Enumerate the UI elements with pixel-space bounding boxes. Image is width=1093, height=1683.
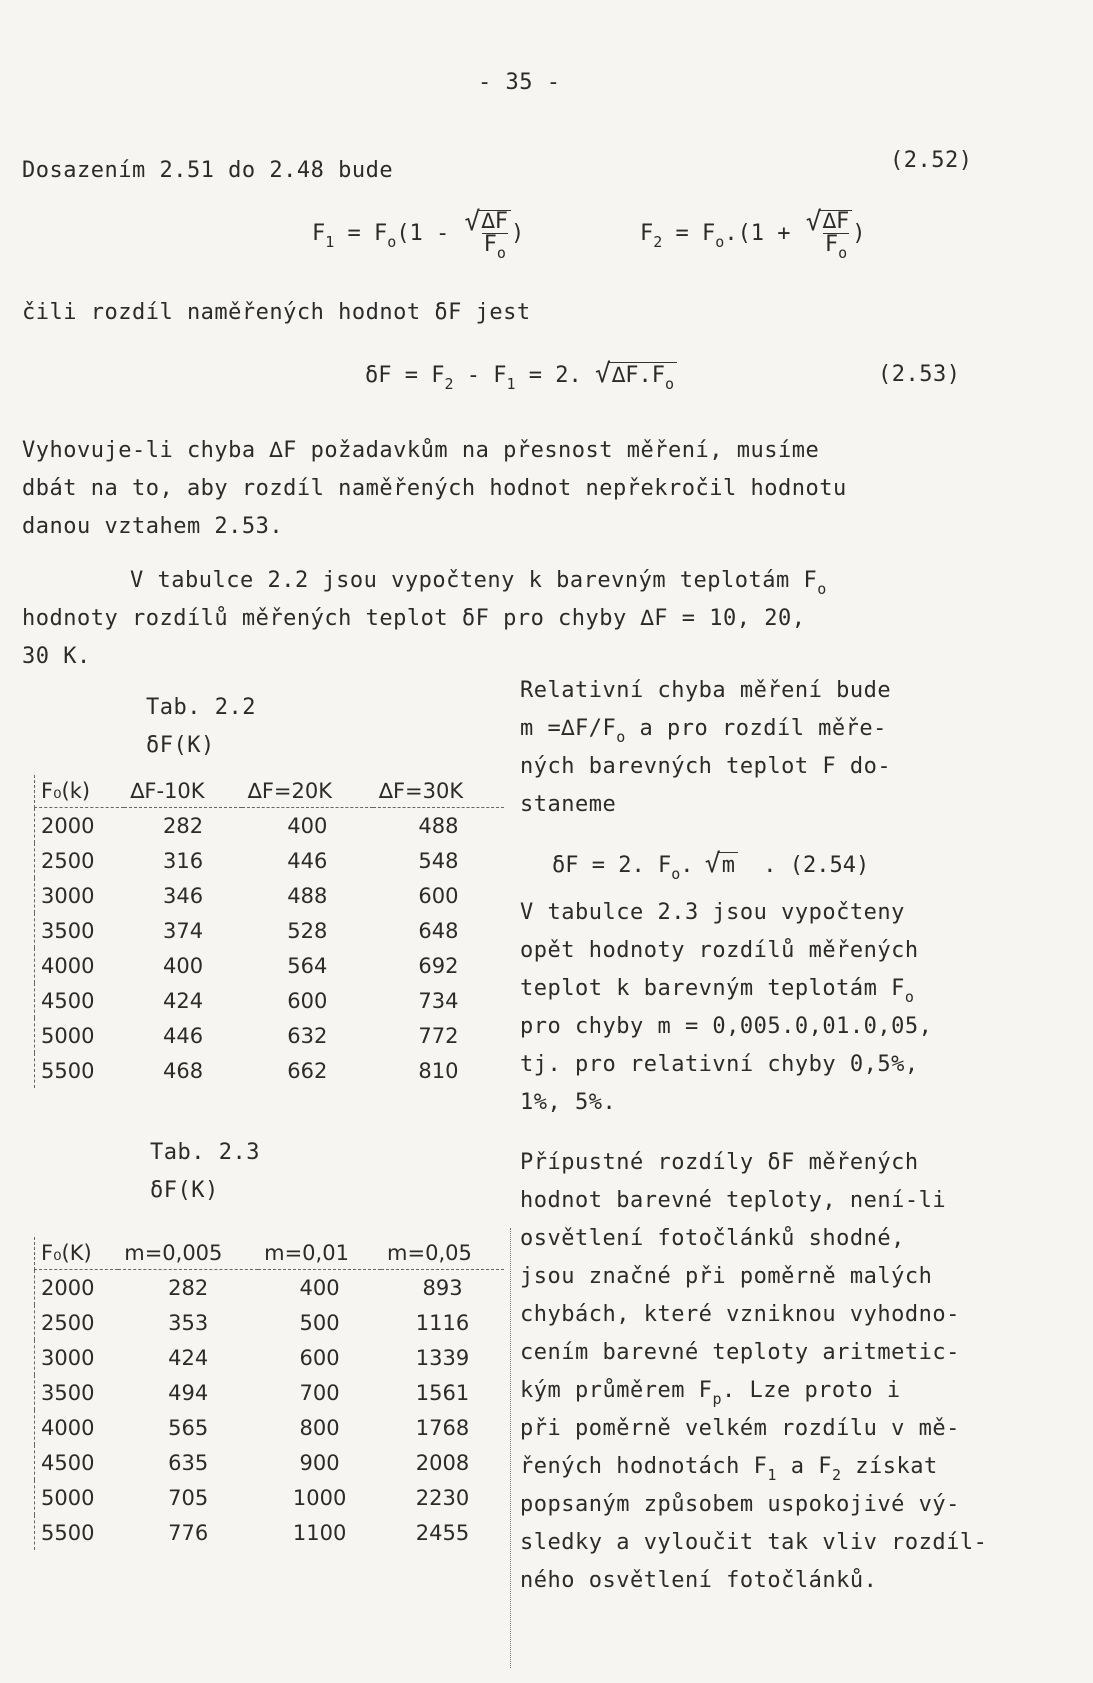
table-cell: 1000 [292,1485,347,1510]
table-cell: 424 [163,988,204,1013]
table-row [35,808,505,844]
table-cell: 692 [418,953,459,978]
text: jsou značné při poměrně malých [520,1264,933,1289]
table-cell: 4500 [35,983,125,1018]
paragraph-line [520,1340,960,1365]
table-row [35,913,505,948]
eq53-sub2: 2 [444,375,454,393]
paragraph-line: hodnoty rozdílů měřených teplot δF pro chyby ∆F = 10, 20, [22,606,806,631]
table-cell: 1116 [415,1310,470,1335]
paragraph-line: čili rozdíl naměřených hodnot δF jest [22,300,531,325]
table-cell: 446 [287,848,328,873]
table-header-cell: F₀(K) [35,1237,119,1270]
table-cell: 346 [163,883,204,908]
table-cell: 3500 [35,1375,119,1410]
table-header-cell: ∆F-10K [124,775,241,808]
table-cell: 5000 [35,1480,119,1515]
table-cell: 5000 [35,1018,125,1053]
open-paren: (1 - [396,221,450,246]
table-title: Tab. 2.3 [150,1140,260,1165]
subscript: p [712,1390,722,1408]
table-cell: 2000 [35,808,125,844]
table-cell: 564 [287,953,328,978]
f0-symbol: F [824,232,839,257]
table-cell: 528 [287,918,328,943]
table-cell: 2000 [35,1270,119,1306]
f0-subscript: o [715,233,725,251]
table-header-cell: ∆F=20K [242,775,373,808]
table-cell: 772 [418,1023,459,1048]
text: řených hodnotách F [520,1454,768,1479]
table-cell: 900 [299,1450,340,1475]
table-cell: 565 [168,1415,209,1440]
text: ného osvětlení fotočlánků. [520,1568,878,1593]
text: chybách, které vzniknou vyhodno- [520,1302,960,1327]
sqrt [609,362,677,393]
equation-2-52-second: $F_2 = F_o.(1$ + √ $\frac{\Delta F}{F_o}$ ) [640,210,866,257]
table-row [35,1375,505,1410]
table-cell: 446 [163,1023,204,1048]
fraction [822,209,850,262]
fraction [481,209,509,262]
table-unit: δF(K) [150,1178,219,1203]
paragraph-line [520,976,915,1006]
table-cell: 400 [163,953,204,978]
table-cell: 500 [299,1310,340,1335]
paragraph-line: opět hodnoty rozdílů měřených [520,938,919,963]
paragraph-line: dbát na to, aby rozdíl naměřených hodnot nepřekročil hodnotu [22,476,847,501]
table-2-3 [34,1237,504,1550]
table-unit: δF(K) [146,733,215,758]
table-cell: 400 [299,1275,340,1300]
table-cell: 488 [418,813,459,838]
table-header-cell: m=0,01 [258,1237,381,1270]
f0-symbol: F [702,221,716,246]
text: Přípustné rozdíly δF měřených [520,1150,919,1175]
table-cell: 4000 [35,1410,119,1445]
table-cell: 282 [163,813,204,838]
paragraph-line: tj. pro relativní chyby 0,5%, [520,1052,919,1077]
table-cell: 1100 [292,1520,347,1545]
equation-number: (2.52) [890,148,973,173]
table-cell: 3000 [35,1340,119,1375]
paragraph-line: V tabulce 2.3 jsou vypočteny [520,900,905,925]
f1-subscript: 1 [325,233,335,251]
text: cením barevné teploty aritmetic- [520,1340,960,1365]
page-number: - 35 - [478,70,561,95]
table-row [35,1018,505,1053]
sqrt [719,852,738,878]
table-cell: 353 [168,1310,209,1335]
table-cell: 1339 [415,1345,470,1370]
denominator [823,232,850,262]
table-header-cell: F₀(k) [35,775,125,808]
paragraph-line: Dosazením 2.51 do 2.48 bude [22,158,394,183]
subscript: o [616,728,626,746]
equation-number: . (2.54) [763,853,870,878]
paragraph-line [520,1492,960,1517]
text: teplot k barevným teplotám F [520,976,905,1001]
text: sledky a vyloučit tak vliv rozdíl- [520,1530,988,1555]
paragraph-line [520,1568,877,1593]
f0-subscript: o [387,233,397,251]
table-cell: 2500 [35,843,125,878]
equation-2-54 [552,852,870,883]
table-cell: 600 [299,1345,340,1370]
table-cell: 4000 [35,948,125,983]
table-cell: 810 [418,1058,459,1083]
numerator: √ ∆F [822,209,850,234]
table-cell: 316 [163,848,204,873]
table-row [35,1053,505,1088]
subscript: o [817,580,827,598]
eq53-sub1: 1 [506,375,516,393]
numerator: √ ∆F [481,209,509,234]
text: a F [776,1454,832,1479]
eq54-lhs: δF = 2. F [552,853,672,878]
table-cell: 700 [299,1380,340,1405]
table-cell: 4500 [35,1445,119,1480]
table-row [35,1340,505,1375]
table-row [35,1410,505,1445]
table-cell: 632 [287,1023,328,1048]
f0-subscript: o [838,244,848,262]
table-cell: 5500 [35,1515,119,1550]
f2-symbol: F [640,221,654,246]
denominator [482,232,509,262]
table-cell: 374 [163,918,204,943]
paragraph-line [520,1416,960,1441]
equation-2-52 [312,209,525,262]
table-cell: 648 [418,918,459,943]
paragraph-line [520,1188,946,1213]
sqrt-fraction [479,209,512,262]
table-cell: 635 [168,1450,209,1475]
text: kým průměrem F [520,1378,713,1403]
f0-symbol: F [483,232,497,257]
eq53-root-sub: o [665,375,675,393]
table-cell: 662 [287,1058,328,1083]
f2-subscript: 2 [653,233,663,251]
table-cell: 494 [168,1380,209,1405]
table-title: Tab. 2.2 [146,695,256,720]
table-row [35,843,505,878]
table-row [35,1480,505,1515]
paragraph-line: pro chyby m = 0,005.0,01.0,05, [520,1014,933,1039]
table-row [35,983,505,1018]
equation-2-53 [365,362,677,393]
paragraph-line: 30 K. [22,644,91,669]
table-cell: 800 [299,1415,340,1440]
table-cell: 776 [168,1520,209,1545]
table-row [35,1270,505,1306]
table-cell: 488 [287,883,328,908]
text: hodnot barevné teploty, není-li [520,1188,947,1213]
sqrt-fraction [820,209,853,262]
eq53-mid: - F [453,363,507,388]
paragraph-line [130,568,827,598]
table-header-cell: ∆F=30K [373,775,504,808]
table-2-2 [34,775,504,1088]
paragraph-line [520,716,887,746]
paragraph-line: staneme [520,792,617,817]
table-cell: 2008 [415,1450,470,1475]
subscript: 1 [767,1466,777,1484]
paragraph-line: Relativní chyba měření bude [520,678,892,703]
subscript: o [904,988,915,1006]
table-row [35,1445,505,1480]
table-header-cell: m=0,05 [381,1237,504,1270]
table-cell: 468 [163,1058,204,1083]
paragraph-line: 1%, 5%. [520,1090,617,1115]
close-paren: ) [852,221,866,246]
text: popsaným způsobem uspokojivé vý- [520,1492,960,1517]
paragraph-line [520,1454,938,1484]
eq53-lhs: δF = F [365,363,445,388]
table-cell: 3000 [35,878,125,913]
f1-symbol: F [312,221,326,246]
paragraph-line: Vyhovuje-li chyba ∆F požadavkům na přesnost měření, musíme [22,438,820,463]
eq54-root: m [721,853,735,878]
column-rule [510,1228,511,1668]
subscript: 2 [831,1466,842,1484]
equals-sign: = [347,221,361,246]
paragraph-line [520,1264,932,1289]
eq53-root: ∆F.F [612,363,665,388]
open-paren: (1 + [737,221,791,246]
paragraph-line: ných barevných teplot F do- [520,754,892,779]
text: při poměrně velkém rozdílu v mě- [520,1416,960,1441]
text: V tabulce 2.2 jsou vypočteny k barevným teplotám F [130,568,818,593]
table-cell: 2500 [35,1305,119,1340]
table-cell: 400 [287,813,328,838]
table-row [35,948,505,983]
paragraph-line [520,1150,919,1175]
paragraph-line [520,1226,905,1251]
equals-sign: = [675,221,689,246]
table-cell: 2230 [415,1485,470,1510]
table-cell: 548 [418,848,459,873]
f0-symbol: F [374,221,388,246]
table-row [35,878,505,913]
table-cell: 705 [168,1485,209,1510]
paragraph-line: danou vztahem 2.53. [22,514,284,539]
text: získat [841,1454,938,1479]
table-cell: 5500 [35,1053,125,1088]
table-cell: 893 [422,1275,463,1300]
eq54-dot: . [680,853,694,878]
table-cell: 2455 [415,1520,470,1545]
paragraph-line [520,1302,960,1327]
eq54-sub: o [671,865,681,883]
table-cell: 424 [168,1345,209,1370]
paragraph-line [520,1530,987,1555]
table-cell: 282 [168,1275,209,1300]
text: osvětlení fotočlánků shodné, [520,1226,905,1251]
equation-number: (2.53) [878,362,961,387]
table-cell: 600 [287,988,328,1013]
text: . Lze proto i [721,1378,901,1403]
table-row [35,1515,505,1550]
f0-subscript: o [496,244,506,262]
text: a pro rozdíl měře- [625,716,887,741]
table-header-cell: m=0,005 [118,1237,258,1270]
table-cell: 600 [418,883,459,908]
table-cell: 1768 [415,1415,470,1440]
eq53-rhs: = 2. [515,363,582,388]
text: m =∆F/F [520,716,617,741]
paragraph-line [520,1378,901,1408]
table-row [35,1305,505,1340]
table-cell: 734 [418,988,459,1013]
close-paren: ) [511,221,525,246]
table-cell: 3500 [35,913,125,948]
table-cell: 1561 [415,1380,470,1405]
